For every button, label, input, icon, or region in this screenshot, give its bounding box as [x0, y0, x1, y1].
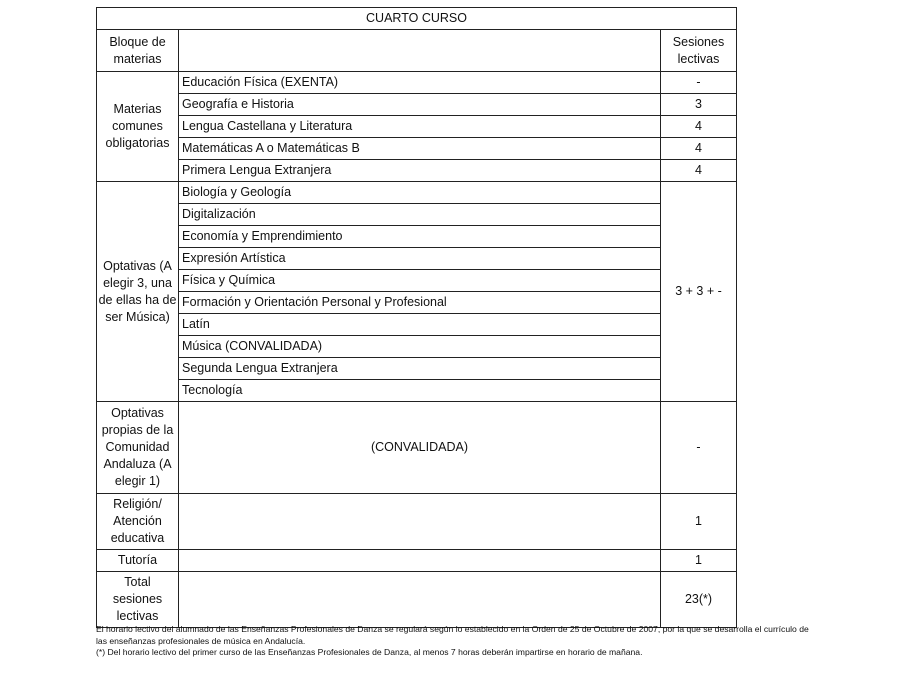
header-empty: [179, 30, 661, 72]
header-sesiones: Sesiones lectivas: [661, 30, 737, 72]
sesiones-cell: -: [661, 72, 737, 94]
table-row: [97, 380, 737, 402]
footnote: El horario lectivo del alumnado de las Enseñanzas Profesionales de Danza se regulará según lo establecido en la Orden de 25 de Octubre de 2007, por la que se desarrolla el currículo de las enseñanzas profesionales de música en Andalucía.: [96, 624, 809, 646]
block-name: Religión/ Atención educativa: [97, 494, 179, 550]
table-row: [97, 182, 737, 204]
table-row: [97, 226, 737, 248]
table-row: [97, 204, 737, 226]
block-name: Materias comunes obligatorias: [97, 72, 179, 182]
total-sesiones: 23(*): [661, 572, 737, 628]
subject-cell: Primera Lengua Extranjera: [179, 160, 661, 182]
sesiones-cell: 4: [661, 138, 737, 160]
table-row: [97, 494, 737, 550]
sesiones-cell: 4: [661, 116, 737, 138]
subject-cell: Música (CONVALIDADA): [179, 336, 661, 358]
subject-cell: Formación y Orientación Personal y Profesional: [179, 292, 661, 314]
sesiones-cell: 1: [661, 494, 737, 550]
table-row: [97, 248, 737, 270]
table-row: [97, 292, 737, 314]
table-row: [97, 358, 737, 380]
curriculum-table: [96, 7, 737, 628]
subject-cell: Matemáticas A o Matemáticas B: [179, 138, 661, 160]
subject-cell: Economía y Emprendimiento: [179, 226, 661, 248]
sesiones-cell: -: [661, 402, 737, 494]
table-row: [97, 314, 737, 336]
footnotes: [96, 624, 816, 659]
subject-cell: Digitalización: [179, 204, 661, 226]
table-row: [97, 336, 737, 358]
table-row: [97, 402, 737, 494]
title-row: [97, 8, 737, 30]
subject-cell: Educación Física (EXENTA): [179, 72, 661, 94]
content-cell: [179, 572, 661, 628]
content-cell: (CONVALIDADA): [179, 402, 661, 494]
content-cell: [179, 494, 661, 550]
block-name: Tutoría: [97, 550, 179, 572]
subject-cell: Latín: [179, 314, 661, 336]
curriculum-table-wrapper: [96, 7, 736, 628]
table-row: [97, 270, 737, 292]
table-row: [97, 572, 737, 628]
subject-cell: Tecnología: [179, 380, 661, 402]
sesiones-cell: 3: [661, 94, 737, 116]
subject-cell: Lengua Castellana y Literatura: [179, 116, 661, 138]
content-cell: [179, 550, 661, 572]
table-row: [97, 160, 737, 182]
table-row: [97, 116, 737, 138]
footnote: (*) Del horario lectivo del primer curso de las Enseñanzas Profesionales de Danza, al menos 7 horas deberán impartirse en horario de mañana.: [96, 647, 643, 657]
block-name: Optativas propias de la Comunidad Andaluza (A elegir 1): [97, 402, 179, 494]
header-row: [97, 30, 737, 72]
subject-cell: Expresión Artística: [179, 248, 661, 270]
sesiones-cell: 3 + 3 + -: [661, 182, 737, 402]
header-bloque: Bloque de materias: [97, 30, 179, 72]
subject-cell: Física y Química: [179, 270, 661, 292]
table-row: [97, 550, 737, 572]
table-title: CUARTO CURSO: [97, 8, 737, 30]
block-name: Total sesiones lectivas: [97, 572, 179, 628]
subject-cell: Biología y Geología: [179, 182, 661, 204]
subject-cell: Segunda Lengua Extranjera: [179, 358, 661, 380]
table-row: [97, 94, 737, 116]
table-row: [97, 72, 737, 94]
sesiones-cell: 4: [661, 160, 737, 182]
table-row: [97, 138, 737, 160]
sesiones-cell: 1: [661, 550, 737, 572]
block-name: Optativas (A elegir 3, una de ellas ha de ser Música): [97, 182, 179, 402]
subject-cell: Geografía e Historia: [179, 94, 661, 116]
